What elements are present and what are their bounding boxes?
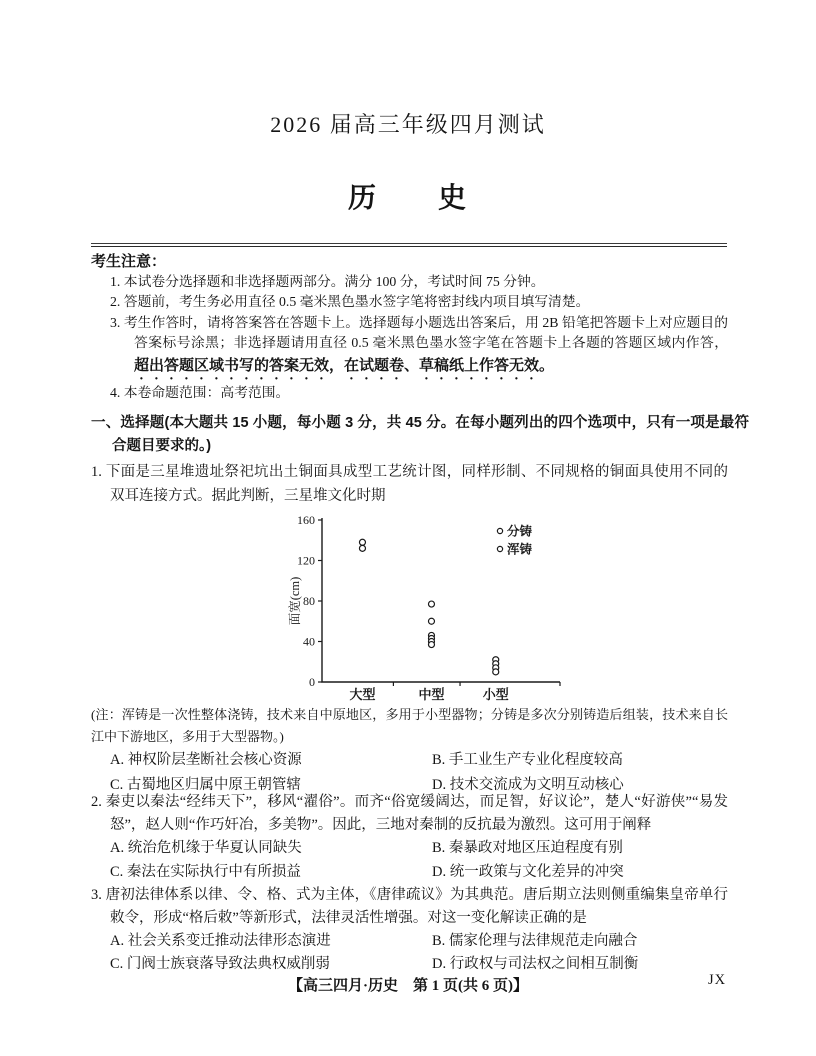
svg-text:大型: 大型 [349, 687, 376, 702]
question-1 [91, 460, 728, 798]
question-2-options [91, 837, 728, 884]
page-footer-code: JX [708, 972, 727, 988]
question-3-options [91, 930, 728, 976]
q3-option-d: D. 行政权与司法权之间相互制衡 [432, 956, 639, 972]
q3-option-a: A. 社会关系变迁推动法律形态演进 [110, 933, 331, 949]
svg-text:中型: 中型 [418, 687, 445, 702]
question-1-stem: 1. 下面是三星堆遗址祭祀坑出土铜面具成型工艺统计图，同样形制、不同规格的铜面具使用不同的双耳连接方式。据此判断，三星堆文化时期 [91, 464, 728, 504]
q2-option-c: C. 秦法在实际执行中有所损益 [110, 863, 301, 880]
q2-option-b: B. 秦暴政对地区压迫程度有别 [432, 840, 623, 856]
header-divider [91, 243, 727, 247]
notice-section [91, 251, 728, 403]
q1-option-a: A. 神权阶层垄断社会核心资源 [110, 752, 302, 768]
page-footer: 【高三四月·历史 第 1 页(共 6 页)】 [288, 978, 528, 994]
q3-option-c: C. 门阀士族衰落导致法典权威削弱 [110, 956, 330, 972]
q1-option-d: D. 技术交流成为文明互动核心 [432, 777, 624, 793]
q3-option-b: B. 儒家伦理与法律规范走向融合 [432, 933, 638, 949]
notice-item-3 [110, 313, 728, 383]
question-2 [91, 791, 728, 884]
notice-item-4: 4. 本卷命题范围：高考范围。 [110, 384, 290, 400]
exam-subject: 历 史 [347, 183, 468, 214]
question-3 [91, 884, 728, 976]
svg-text:分铸: 分铸 [507, 524, 533, 539]
notice-item-2: 2. 答题前，考生务必用直径 0.5 毫米黑色墨水签字笔将密封线内项目填写清楚。 [110, 294, 590, 310]
notice-heading: 考生注意： [91, 253, 167, 270]
notice-item-1: 1. 本试卷分选择题和非选择题两部分。满分 100 分，考试时间 75 分钟。 [110, 274, 545, 289]
q1-chart-svg [288, 508, 574, 704]
question-2-stem: 2. 秦吏以秦法“经纬天下”，移风“濯俗”。而齐“俗宽缓阔达，而足智，好议论”，楚人“好游侠”“易发怒”，赵人则“作巧奸冶，多美物”。因此，三地对秦制的反抗最为激烈。这可用于阐释 [91, 794, 728, 833]
svg-text:浑铸: 浑铸 [507, 542, 533, 557]
svg-text:120: 120 [297, 553, 315, 568]
q1-scatter-chart [288, 508, 574, 704]
q2-option-a: A. 统治危机缘于华夏认同缺失 [110, 840, 302, 856]
svg-text:40: 40 [303, 634, 315, 649]
svg-text:面宽(cm): 面宽(cm) [288, 576, 302, 626]
exam-title: 2026 届高三年级四月测试 [270, 112, 546, 137]
notice-item-3-emphasis: 超出答题区域书写的答案无效，在试题卷、草稿纸上作答无效。 [134, 356, 555, 374]
q1-option-c: C. 古蜀地区归属中原王朝管辖 [110, 777, 301, 793]
q1-chart-note: (注：浑铸是一次性整体浇铸，技术来自中原地区，多用于小型器物；分铸是多次分别铸造后组装，技术来自长江中下游地区，多用于大型器物。) [91, 707, 728, 744]
q1-option-b: B. 手工业生产专业化程度较高 [432, 752, 623, 768]
svg-text:0: 0 [309, 675, 315, 689]
notice-item-3-text: 3. 考生作答时，请将答案答在答题卡上。选择题每小题选出答案后，用 2B 铅笔把答题卡上对应题目的答案标号涂黑；非选择题请用直径 0.5 毫米黑色墨水签字笔在答题卡上各题的答题区域内作答， [110, 314, 728, 351]
question-3-stem: 3. 唐初法律体系以律、令、格、式为主体，《唐律疏议》为其典范。唐后期立法则侧重编集皇帝单行敕令，形成“格后敕”等新形式，法律灵活性增强。对这一变化解读正确的是 [91, 887, 728, 926]
svg-text:80: 80 [303, 594, 315, 608]
svg-text:小型: 小型 [482, 687, 509, 702]
section1-heading: 一、选择题(本大题共 15 小题，每小题 3 分，共 45 分。在每小题列出的四个选项中，只有一项是最符合题目要求的。) [91, 415, 749, 454]
svg-text:160: 160 [297, 513, 315, 527]
q2-option-d: D. 统一政策与文化差异的冲突 [432, 863, 624, 880]
